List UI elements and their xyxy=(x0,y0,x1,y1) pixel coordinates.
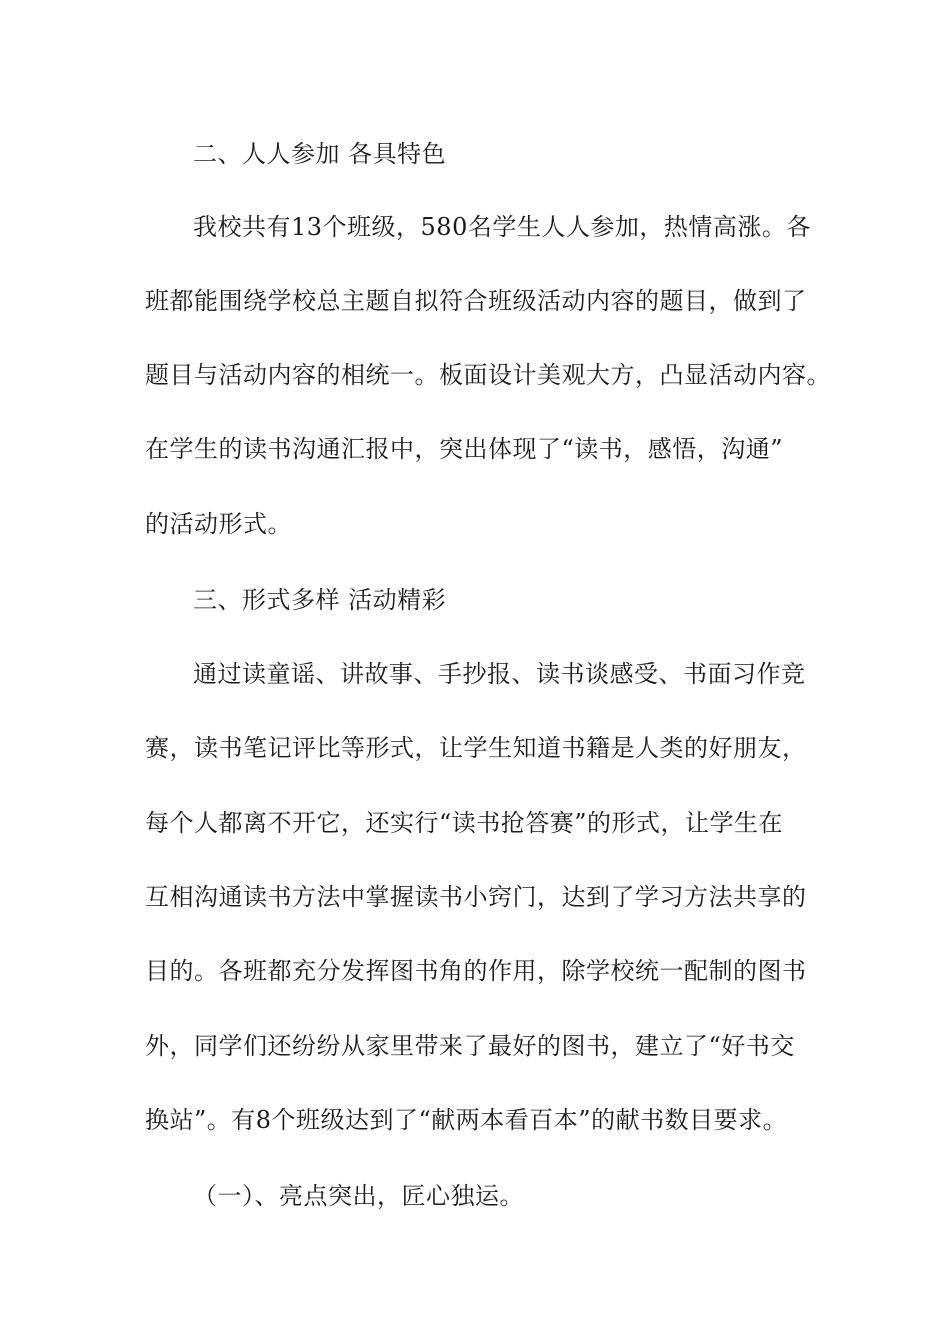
paragraph-line: 的活动形式。 xyxy=(145,510,292,538)
paragraph-line: 赛，读书笔记评比等形式，让学生知道书籍是人类的好朋友， xyxy=(145,734,807,762)
section-heading-3: 三、形式多样 活动精彩 xyxy=(193,586,447,614)
paragraph-line: 互相沟通读书方法中掌握读书小窍门，达到了学习方法共享的 xyxy=(145,883,807,911)
paragraph-line: 换站”。有8个班级达到了“献两本看百本”的献书数目要求。 xyxy=(145,1106,788,1134)
subsection-heading: （一）、亮点突出，匠心独运。 xyxy=(193,1182,524,1210)
paragraph-line: 题目与活动内容的相统一。板面设计美观大方，凸显活动内容。 xyxy=(145,361,831,389)
paragraph-line: 班都能围绕学校总主题自拟符合班级活动内容的题目，做到了 xyxy=(145,287,807,315)
paragraph-line: 目的。各班都充分发挥图书角的作用，除学校统一配制的图书 xyxy=(145,957,807,985)
paragraph-line: 在学生的读书沟通汇报中，突出体现了“读书，感悟，沟通” xyxy=(145,435,784,463)
paragraph-line: 每个人都离不开它，还实行“读书抢答赛”的形式，让学生在 xyxy=(145,809,784,837)
paragraph-line: 外，同学们还纷纷从家里带来了最好的图书，建立了“好书交 xyxy=(145,1032,795,1060)
paragraph-line: 我校共有13个班级，580名学生人人参加，热情高涨。各 xyxy=(193,213,811,241)
section-heading-2: 二、人人参加 各具特色 xyxy=(193,140,447,168)
paragraph-line: 通过读童谣、讲故事、手抄报、读书谈感受、书面习作竞 xyxy=(193,660,806,688)
